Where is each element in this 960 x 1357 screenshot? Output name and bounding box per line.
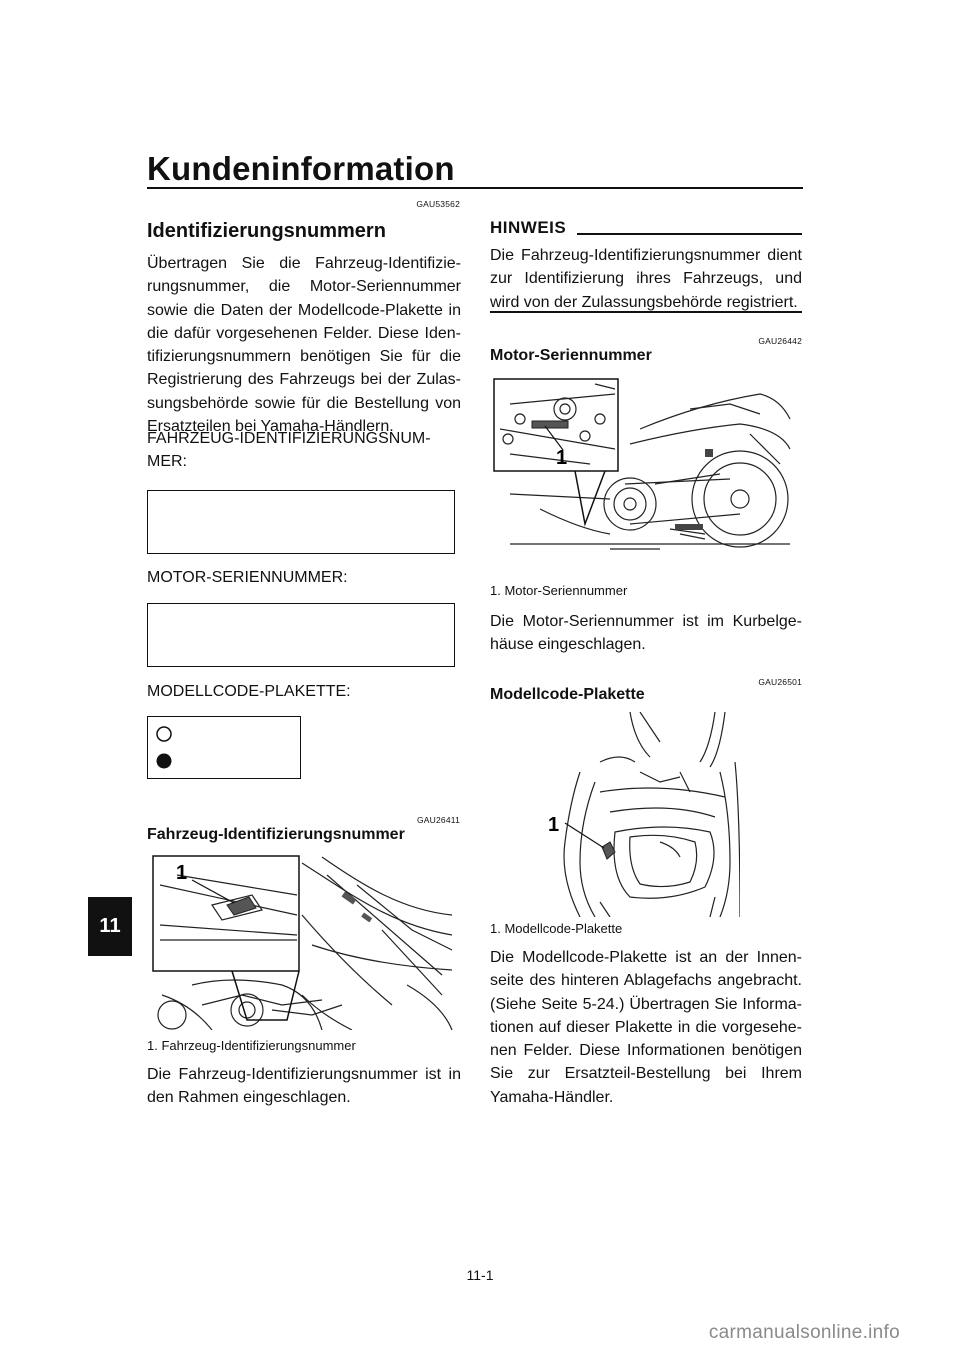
- engine-figure: [490, 374, 802, 554]
- engine-caption: 1. Motor-Seriennummer: [490, 583, 628, 598]
- vin-field-label-line1: FAHRZEUG-IDENTIFIZIERUNGSNUM-: [147, 430, 431, 447]
- engine-title: Motor-Seriennummer: [490, 347, 652, 364]
- vin-figure: [152, 855, 454, 1030]
- engine-field-label: MOTOR-SERIENNUMMER:: [147, 569, 348, 586]
- model-caption: 1. Modellcode-Plakette: [490, 921, 623, 936]
- model-paragraph: Die Modellcode-Plakette ist an der Innen-seite des hinteren Ablagefachs angebracht. (Siehe Seite 5-24.) Übertragen Sie Informa-tionen auf dieser Plakette in die vorgesehe-nen Felder. Diese Informationen benötigen Sie zur Ersatzteil-Bestellung bei Ihrem Yamaha-Händler.: [490, 949, 802, 1106]
- section-title: Identifizierungsnummern: [147, 220, 386, 242]
- chapter-tab[interactable]: 11: [88, 897, 132, 956]
- vin-paragraph: Die Fahrzeug-Identifizierungsnummer ist in den Rahmen eingeschlagen.: [147, 1066, 461, 1107]
- vin-field-label: [147, 427, 467, 474]
- vin-code: GAU26411: [416, 815, 460, 825]
- hollow-dot-icon: [157, 727, 171, 741]
- page-title: Kundeninformation: [147, 150, 455, 187]
- vin-title: Fahrzeug-Identifizierungsnummer: [147, 826, 405, 843]
- engine-callout: 1: [556, 447, 568, 469]
- hinweis-label: HINWEIS: [490, 218, 567, 237]
- engine-code: GAU26442: [758, 336, 802, 346]
- model-figure: [540, 712, 740, 917]
- engine-paragraph: Die Motor-Seriennummer ist im Kurbelge-häuse eingeschlagen.: [490, 613, 802, 654]
- hinweis-top-rule: [577, 233, 802, 235]
- filled-dot-icon: [156, 753, 171, 768]
- title-divider: [147, 187, 803, 189]
- watermark: carmanualsonline.info: [708, 1322, 900, 1343]
- page-number: 11-1: [466, 1267, 494, 1283]
- vin-entry-box[interactable]: [147, 490, 455, 554]
- intro-paragraph: Übertragen Sie die Fahrzeug-Identifizie-rungsnummer, die Motor-Seriennummer sowie die Daten der Modellcode-Plakette in die dafür vorgesehenen Felder. Diese Iden-tifizierungsnummern benötigen Sie für die Registrierung des Fahrzeugs bei der Zulas-sungsbehörde sowie für die Bestellung von Ersatzteilen bei Yamaha-Händlern.: [147, 255, 461, 436]
- hinweis-text: Die Fahrzeug-Identifizierungsnummer dient zur Identifizierung ihres Fahrzeugs, und wird von der Zulassungsbehörde registriert.: [490, 247, 802, 311]
- vin-field-label-line2: MER:: [147, 453, 187, 471]
- hinweis-bottom-rule: [490, 311, 802, 313]
- model-title: Modellcode-Plakette: [490, 686, 645, 703]
- vin-callout: 1: [176, 862, 188, 884]
- model-entry-box[interactable]: [147, 716, 301, 779]
- vin-caption: 1. Fahrzeug-Identifizierungsnummer: [147, 1038, 356, 1053]
- model-callout: 1: [548, 814, 560, 836]
- section-code: GAU53562: [416, 199, 460, 209]
- engine-entry-box[interactable]: [147, 603, 455, 667]
- model-field-label: MODELLCODE-PLAKETTE:: [147, 683, 351, 700]
- model-code: GAU26501: [758, 677, 802, 687]
